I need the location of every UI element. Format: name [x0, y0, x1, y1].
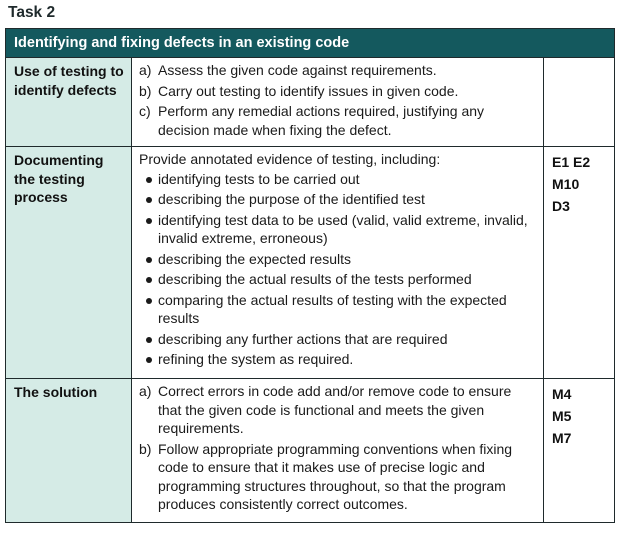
table-header-row [6, 29, 615, 58]
task-title: Task 2 [8, 4, 56, 21]
list-item [139, 270, 535, 289]
item-text: describing the purpose of the identified test [158, 191, 425, 207]
row-intro: Provide annotated evidence of testing, including: [139, 151, 441, 167]
item-letter: a) [139, 62, 152, 78]
item-text: Correct errors in code add and/or remove code to ensure that the given code is functional and meets the given requirements. [158, 383, 512, 436]
item-text: describing the actual results of the tests performed [158, 271, 472, 287]
item-text: refining the system as required. [158, 351, 354, 367]
list-item [139, 211, 535, 248]
list-item [139, 61, 535, 80]
bullet-icon [139, 350, 158, 369]
table-header: Identifying and fixing defects in an existing code [6, 29, 615, 58]
criteria-code: D3 [552, 198, 570, 214]
bullet-icon [139, 270, 158, 289]
item-text: Follow appropriate programming conventions when fixing code to ensure that it makes use of precise logic and programming structures throughout, so that the program produces consistently correct outcomes. [158, 440, 513, 512]
item-letter: a) [139, 383, 152, 399]
criteria-code: E1 E2 [552, 154, 591, 170]
list-item [139, 291, 535, 328]
table-row [6, 58, 615, 147]
criteria-code: M5 [552, 408, 572, 424]
item-letter: b) [139, 82, 152, 99]
row-content [132, 58, 544, 147]
criteria-code: M7 [552, 430, 572, 446]
item-text: Carry out testing to identify issues in given code. [158, 82, 459, 99]
criteria-code: M4 [552, 386, 572, 402]
row-content [132, 147, 544, 379]
list-item [139, 82, 535, 101]
row-label: Use of testing to identify defects [6, 58, 132, 147]
list-item [139, 102, 535, 139]
bullet-icon [139, 211, 158, 248]
item-letter: b) [139, 440, 152, 457]
table-row [6, 147, 615, 379]
criteria-codes [544, 379, 615, 523]
bullet-icon [139, 170, 158, 189]
bullet-icon [139, 330, 158, 349]
bullet-icon [139, 250, 158, 269]
item-text: describing any further actions that are required [158, 330, 448, 347]
item-text: Assess the given code against requirements. [158, 62, 437, 78]
row-label: Documenting the testing process [6, 147, 132, 379]
row-label: The solution [6, 379, 132, 523]
list-item [139, 250, 535, 269]
item-letter: c) [139, 103, 151, 119]
item-text: identifying test data to be used (valid, valid extreme, invalid, invalid extreme, erroneous) [158, 211, 528, 246]
list-item [139, 440, 535, 514]
list-item [139, 382, 535, 438]
list-item [139, 170, 535, 189]
item-text: describing the expected results [158, 250, 351, 267]
item-text: comparing the actual results of testing with the expected results [158, 291, 507, 326]
list-item [139, 330, 535, 349]
item-text: Perform any remedial actions required, justifying any decision made when fixing the defect. [158, 103, 485, 138]
criteria-code: M10 [552, 176, 580, 192]
criteria-codes [544, 147, 615, 379]
row-content [132, 379, 544, 523]
criteria-codes [544, 58, 615, 147]
list-item [139, 190, 535, 209]
list-item [139, 350, 535, 369]
table-row [6, 379, 615, 523]
assessment-table [5, 28, 615, 523]
bullet-icon [139, 291, 158, 328]
item-text: identifying tests to be carried out [158, 170, 360, 187]
bullet-icon [139, 190, 158, 209]
